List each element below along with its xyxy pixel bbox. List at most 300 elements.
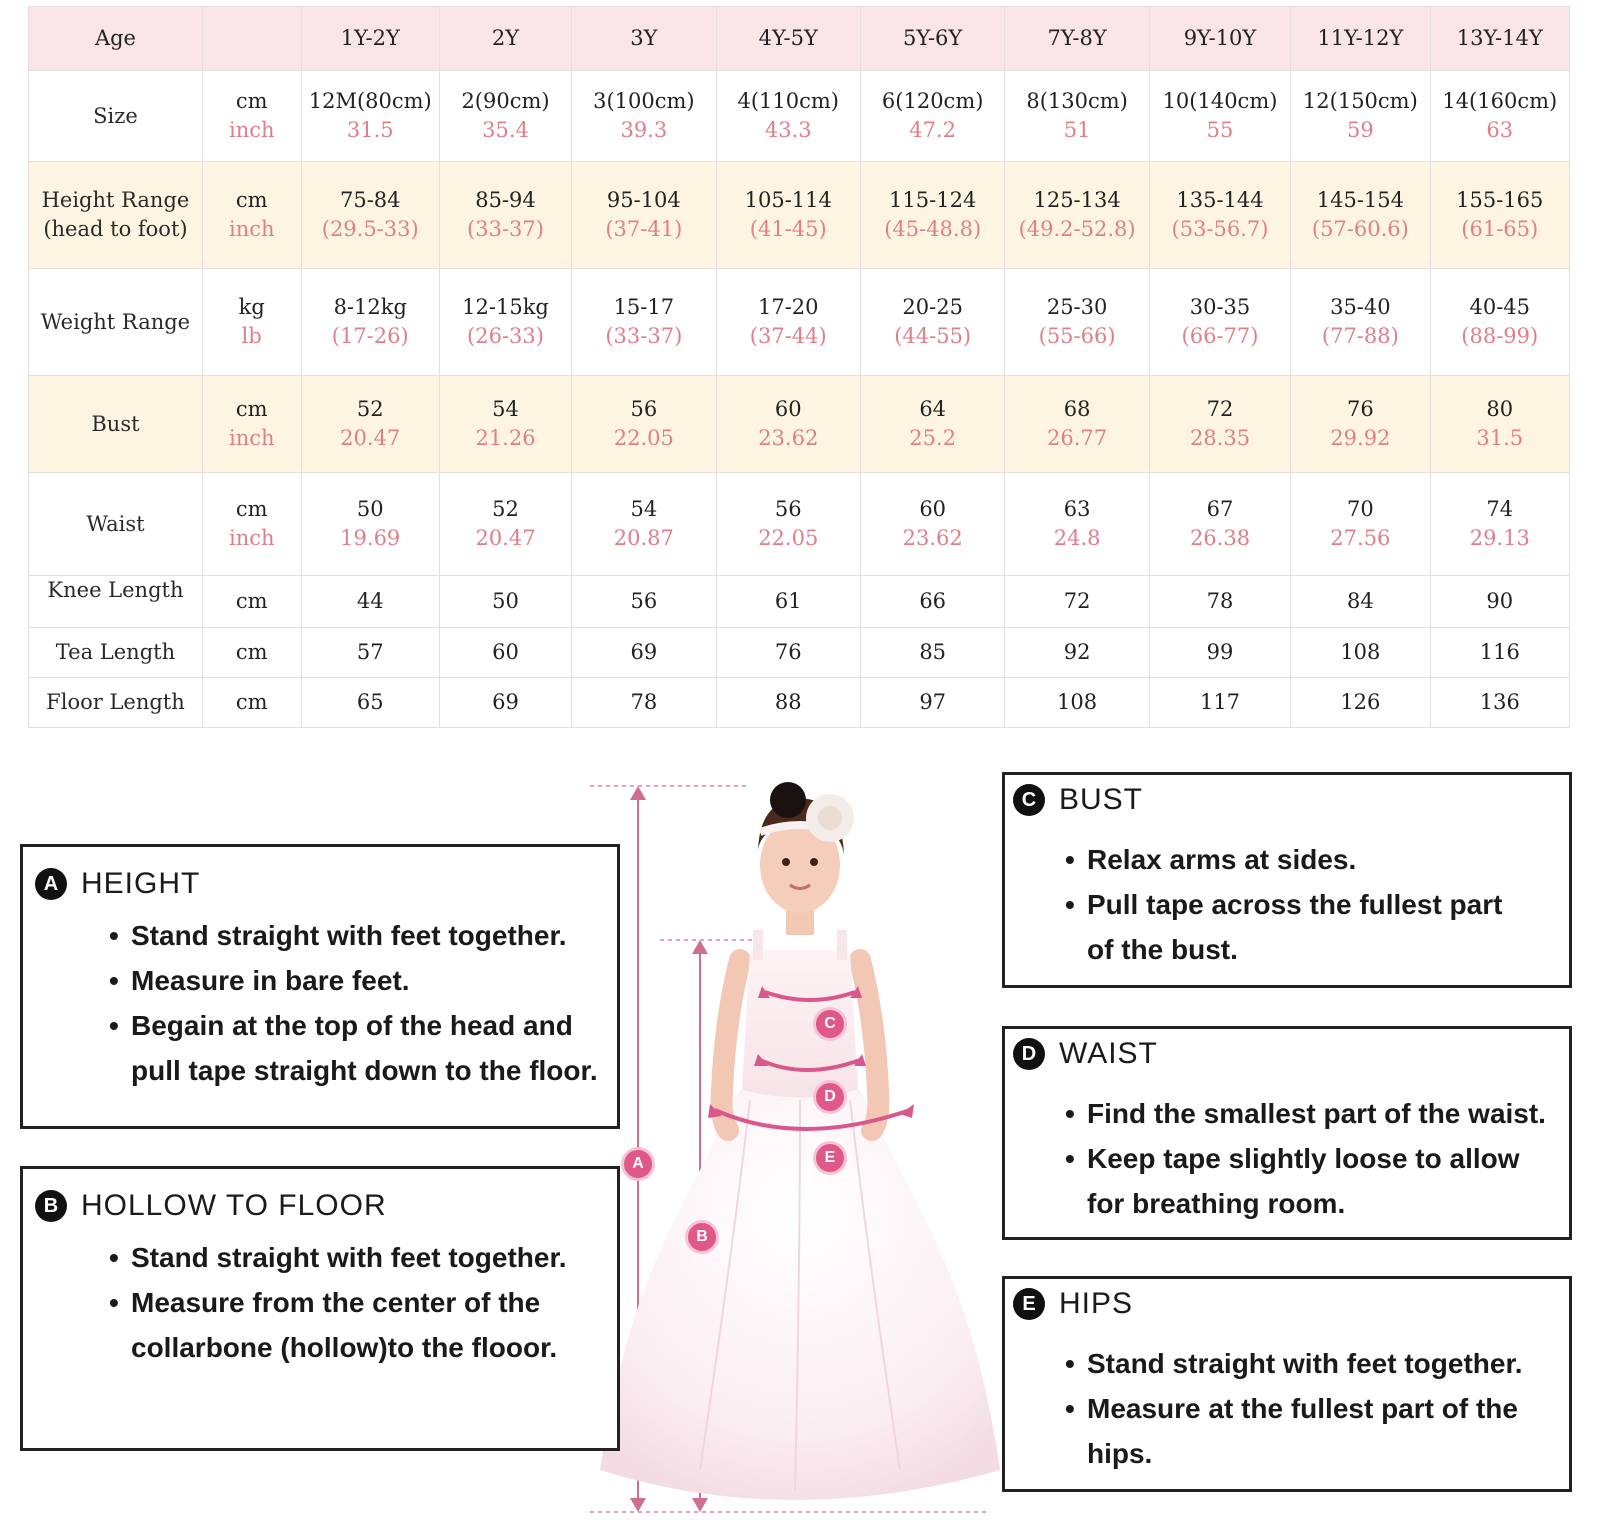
hips-heading [1013, 1287, 1133, 1321]
bust-bullet-list [1065, 837, 1502, 972]
value-secondary: 27.56 [1330, 526, 1391, 550]
value-cell [301, 269, 439, 376]
value-secondary: (55-66) [1038, 324, 1116, 348]
value-primary: 105-114 [744, 188, 832, 212]
value-primary: 75-84 [339, 188, 401, 212]
waist-bullet-list [1065, 1091, 1546, 1226]
value-primary: 8-12kg [333, 295, 407, 319]
value-primary: 69 [630, 640, 658, 664]
value-cell [716, 71, 860, 162]
instruction-bullet [1065, 1341, 1523, 1386]
value-cell [860, 576, 1004, 628]
value-cell [1149, 269, 1290, 376]
value-secondary: (29.5-33) [321, 217, 419, 241]
instruction-line: for breathing room. [1087, 1188, 1346, 1219]
unit-primary: cm [235, 89, 268, 113]
waist-title: WAIST [1059, 1037, 1158, 1070]
age-column-header: 1Y-2Y [301, 7, 439, 71]
value-cell [1291, 376, 1430, 473]
value-cell [572, 576, 716, 628]
value-cell [1430, 376, 1569, 473]
value-cell [1291, 473, 1430, 576]
instruction-line: of the bust. [1087, 934, 1238, 965]
value-cell [1149, 162, 1290, 269]
instruction-bullet [109, 1235, 567, 1280]
instruction-line: • Relax arms at sides. [1087, 844, 1357, 875]
instruction-bullet [1065, 882, 1502, 972]
value-secondary: 20.87 [613, 526, 674, 550]
value-secondary: 55 [1206, 118, 1234, 142]
value-primary: 14(160cm) [1442, 89, 1558, 113]
row-label-cell [29, 269, 203, 376]
table-row [29, 162, 1570, 269]
value-primary: 60 [492, 640, 519, 664]
value-primary: 68 [1063, 397, 1091, 421]
value-secondary: (37-41) [605, 217, 683, 241]
instruction-line: • Stand straight with feet together. [131, 1242, 567, 1273]
value-secondary: 21.26 [475, 426, 536, 450]
row-label-cell [29, 162, 203, 269]
hips-letter-badge: E [1013, 1288, 1045, 1320]
value-secondary: 23.62 [902, 526, 963, 550]
hollow-letter-badge: B [35, 1190, 67, 1222]
table-row [29, 376, 1570, 473]
value-primary: 52 [492, 497, 519, 521]
value-secondary: 59 [1346, 118, 1374, 142]
hollow-bullet-list [109, 1235, 567, 1370]
value-primary: 56 [774, 497, 802, 521]
unit-primary: cm [235, 397, 268, 421]
value-cell [1430, 576, 1569, 628]
value-secondary: (45-48.8) [884, 217, 982, 241]
table-row [29, 473, 1570, 576]
value-cell [1291, 269, 1430, 376]
value-primary: 65 [356, 690, 384, 714]
value-primary: 115-124 [889, 188, 977, 212]
height-bullet-list [109, 913, 598, 1093]
value-primary: 17-20 [757, 295, 819, 319]
unit-cell [202, 576, 301, 628]
value-primary: 12-15kg [462, 295, 549, 319]
value-primary: 84 [1346, 589, 1374, 613]
value-primary: 92 [1063, 640, 1091, 664]
value-primary: 61 [774, 589, 802, 613]
instruction-line: • Measure from the center of the [131, 1287, 541, 1318]
value-primary: 64 [919, 397, 947, 421]
hollow-to-floor-instructions-box [20, 1166, 620, 1451]
value-primary: 20-25 [902, 295, 963, 319]
unit-primary: cm [235, 497, 268, 521]
value-primary: 126 [1340, 690, 1381, 714]
instruction-line: • Measure in bare feet. [131, 965, 410, 996]
value-primary: 60 [774, 397, 802, 421]
value-primary: 40-45 [1469, 295, 1531, 319]
value-cell [1005, 628, 1149, 678]
value-primary: 85 [919, 640, 947, 664]
value-primary: 35-40 [1330, 295, 1391, 319]
value-cell [1430, 269, 1569, 376]
value-primary: 8(130cm) [1026, 89, 1128, 113]
value-primary: 117 [1199, 690, 1241, 714]
instruction-bullet [1065, 1091, 1546, 1136]
value-secondary: (17-26) [331, 324, 409, 348]
instruction-line: • Begain at the top of the head and [131, 1010, 573, 1041]
instruction-line: • Pull tape across the fullest part [1087, 889, 1503, 920]
value-primary: 57 [356, 640, 384, 664]
size-chart-table [28, 6, 1570, 728]
value-cell [1005, 576, 1149, 628]
value-primary: 85-94 [475, 188, 536, 212]
row-label-cell [29, 628, 203, 678]
value-cell [1291, 162, 1430, 269]
value-primary: 135-144 [1176, 188, 1264, 212]
value-primary: 66 [919, 589, 947, 613]
value-cell [716, 678, 860, 728]
value-secondary: 51 [1063, 118, 1091, 142]
value-cell [1149, 628, 1290, 678]
value-primary: 44 [356, 589, 384, 613]
bust-heading [1013, 783, 1143, 817]
unit-primary: cm [235, 188, 268, 212]
unit-secondary: inch [228, 217, 275, 241]
value-secondary: 47.2 [909, 118, 957, 142]
value-secondary: 35.4 [482, 118, 529, 142]
marker-e-badge: E [813, 1141, 847, 1175]
value-primary: 67 [1206, 497, 1234, 521]
value-secondary: 22.05 [758, 526, 819, 550]
value-primary: 12(150cm) [1302, 89, 1418, 113]
value-cell [439, 269, 571, 376]
value-primary: 78 [630, 690, 658, 714]
age-column-header: 11Y-12Y [1291, 7, 1430, 71]
value-cell [1005, 376, 1149, 473]
value-primary: 50 [356, 497, 384, 521]
value-primary: 108 [1340, 640, 1381, 664]
value-primary: 145-154 [1316, 188, 1404, 212]
bust-letter-badge: C [1013, 784, 1045, 816]
row-label: Tea Length [55, 640, 176, 664]
hollow-heading [35, 1189, 387, 1223]
value-secondary: 22.05 [613, 426, 674, 450]
value-secondary: (49.2-52.8) [1018, 217, 1136, 241]
value-secondary: 25.2 [909, 426, 957, 450]
row-label-cell [29, 678, 203, 728]
row-label-cell [29, 576, 203, 628]
instruction-bullet [109, 958, 598, 1003]
value-primary: 56 [630, 589, 658, 613]
value-primary: 25-30 [1046, 295, 1108, 319]
unit-secondary: inch [228, 526, 275, 550]
value-secondary: 43.3 [764, 118, 812, 142]
age-column-header: 2Y [439, 7, 571, 71]
age-column-header: 3Y [572, 7, 716, 71]
instruction-bullet [109, 1003, 598, 1093]
instruction-bullet [109, 1280, 567, 1370]
hips-bullet-list [1065, 1341, 1523, 1476]
value-cell [301, 376, 439, 473]
age-column-header: 5Y-6Y [860, 7, 1004, 71]
unit-cell [202, 71, 301, 162]
value-primary: 78 [1206, 589, 1234, 613]
value-cell [1430, 162, 1569, 269]
value-primary: 76 [774, 640, 802, 664]
instruction-line: • Stand straight with feet together. [131, 920, 567, 951]
value-cell [716, 628, 860, 678]
unit-primary: cm [235, 640, 268, 664]
table-row [29, 71, 1570, 162]
value-cell [860, 376, 1004, 473]
value-cell [1430, 678, 1569, 728]
hips-instructions-box [1002, 1276, 1572, 1492]
value-primary: 125-134 [1033, 188, 1121, 212]
value-secondary: 28.35 [1189, 426, 1251, 450]
value-secondary: 20.47 [475, 526, 536, 550]
age-column-header: 13Y-14Y [1430, 7, 1569, 71]
instruction-bullet [1065, 837, 1502, 882]
value-cell [1430, 628, 1569, 678]
value-cell [572, 71, 716, 162]
value-cell [1149, 376, 1290, 473]
value-secondary: (26-33) [467, 324, 544, 348]
unit-cell [202, 628, 301, 678]
value-cell [860, 678, 1004, 728]
value-primary: 116 [1479, 640, 1520, 664]
value-cell [1291, 628, 1430, 678]
value-cell [301, 576, 439, 628]
value-cell [716, 269, 860, 376]
value-cell [1005, 678, 1149, 728]
value-cell [1291, 576, 1430, 628]
value-primary: 95-104 [606, 188, 681, 212]
unit-header-cell [202, 7, 301, 71]
value-secondary: 24.8 [1053, 526, 1101, 550]
row-label: Waist [86, 511, 145, 536]
value-primary: 12M(80cm) [308, 89, 432, 113]
row-label: Bust [91, 411, 140, 436]
value-cell [572, 269, 716, 376]
value-primary: 56 [630, 397, 658, 421]
height-instructions-box [20, 844, 620, 1129]
unit-cell [202, 162, 301, 269]
age-column-header: 4Y-5Y [716, 7, 860, 71]
value-cell [860, 628, 1004, 678]
value-cell [1005, 71, 1149, 162]
marker-d-badge: D [813, 1080, 847, 1114]
age-header-cell: Age [29, 7, 203, 71]
table-header-row [29, 7, 1570, 71]
value-secondary: 19.69 [340, 526, 401, 550]
instruction-line: • Keep tape slightly loose to allow [1087, 1143, 1520, 1174]
value-cell [716, 576, 860, 628]
value-secondary: (88-99) [1461, 324, 1539, 348]
value-cell [439, 71, 571, 162]
value-primary: 4(110cm) [737, 89, 840, 113]
value-primary: 6(120cm) [881, 89, 984, 113]
value-cell [439, 376, 571, 473]
hollow-title: HOLLOW TO FLOOR [81, 1189, 387, 1222]
value-primary: 54 [630, 497, 658, 521]
instruction-bullet [1065, 1136, 1546, 1226]
unit-secondary: inch [228, 118, 275, 142]
marker-b-badge: B [685, 1220, 719, 1254]
value-secondary: 39.3 [620, 118, 668, 142]
table-row [29, 678, 1570, 728]
instruction-line: collarbone (hollow)to the flooor. [131, 1332, 558, 1363]
height-letter-badge: A [35, 868, 67, 900]
value-primary: 60 [919, 497, 947, 521]
value-secondary: 29.13 [1469, 526, 1530, 550]
value-cell [572, 628, 716, 678]
value-cell [439, 678, 571, 728]
value-primary: 99 [1206, 640, 1234, 664]
waist-heading [1013, 1037, 1158, 1071]
value-secondary: 63 [1486, 118, 1514, 142]
age-column-header: 7Y-8Y [1005, 7, 1149, 71]
value-cell [1291, 678, 1430, 728]
row-label-cell [29, 376, 203, 473]
value-cell [860, 473, 1004, 576]
height-heading [35, 867, 200, 901]
value-primary: 2(90cm) [461, 89, 550, 113]
value-primary: 80 [1486, 397, 1514, 421]
value-secondary: 31.5 [346, 118, 394, 142]
instruction-line: • Measure at the fullest part of the [1087, 1393, 1518, 1424]
value-cell [860, 162, 1004, 269]
value-primary: 88 [774, 690, 802, 714]
value-primary: 70 [1346, 497, 1374, 521]
row-label-cell [29, 71, 203, 162]
value-primary: 52 [356, 397, 384, 421]
bust-title: BUST [1059, 783, 1144, 816]
table-row [29, 628, 1570, 678]
value-primary: 136 [1479, 690, 1520, 714]
value-secondary: 23.62 [758, 426, 819, 450]
value-cell [1149, 473, 1290, 576]
table-row [29, 269, 1570, 376]
value-secondary: (53-56.7) [1171, 217, 1269, 241]
value-secondary: (61-65) [1461, 217, 1539, 241]
value-cell [860, 71, 1004, 162]
instruction-line: hips. [1087, 1438, 1153, 1469]
table-row [29, 576, 1570, 628]
row-label: Size [93, 103, 138, 128]
value-primary: 15-17 [613, 295, 675, 319]
unit-secondary: inch [228, 426, 275, 450]
value-primary: 74 [1486, 497, 1514, 521]
age-column-header: 9Y-10Y [1149, 7, 1290, 71]
unit-cell [202, 473, 301, 576]
row-label: Knee Length [47, 578, 184, 602]
value-secondary: (44-55) [894, 324, 972, 348]
value-secondary: (77-88) [1321, 324, 1399, 348]
value-cell [1430, 473, 1569, 576]
value-cell [572, 376, 716, 473]
value-cell [860, 269, 1004, 376]
value-primary: 69 [492, 690, 519, 714]
waist-letter-badge: D [1013, 1038, 1045, 1070]
value-primary: 108 [1057, 690, 1098, 714]
instruction-line: pull tape straight down to the floor. [131, 1055, 598, 1086]
row-label: Height Range [41, 188, 190, 212]
value-primary: 90 [1486, 589, 1514, 613]
value-primary: 10(140cm) [1162, 89, 1278, 113]
value-secondary: (57-60.6) [1311, 217, 1409, 241]
marker-c-badge: C [813, 1007, 847, 1041]
unit-cell [202, 376, 301, 473]
value-primary: 76 [1346, 397, 1374, 421]
value-primary: 54 [492, 397, 519, 421]
value-secondary: (66-77) [1181, 324, 1259, 348]
value-secondary: 29.92 [1330, 426, 1391, 450]
hips-title: HIPS [1059, 1287, 1134, 1320]
value-primary: 3(100cm) [593, 89, 695, 113]
row-label: Weight Range [40, 309, 191, 334]
value-cell [1005, 162, 1149, 269]
value-primary: 72 [1206, 397, 1234, 421]
value-secondary: (33-37) [467, 217, 544, 241]
instruction-line: • Stand straight with feet together. [1087, 1348, 1523, 1379]
value-cell [1149, 576, 1290, 628]
instruction-bullet [1065, 1386, 1523, 1476]
value-cell [439, 473, 571, 576]
value-primary: 63 [1063, 497, 1091, 521]
child-dress-illustration [590, 770, 1010, 1520]
value-primary: 155-165 [1456, 188, 1544, 212]
value-cell [1291, 71, 1430, 162]
unit-secondary: lb [241, 324, 262, 348]
value-primary: 72 [1063, 589, 1091, 613]
value-cell [439, 576, 571, 628]
height-title: HEIGHT [81, 867, 201, 900]
unit-primary: cm [235, 690, 268, 714]
value-secondary: 31.5 [1476, 426, 1524, 450]
value-primary: 50 [492, 589, 519, 613]
value-cell [1005, 269, 1149, 376]
instruction-line: • Find the smallest part of the waist. [1087, 1098, 1546, 1129]
value-cell [1430, 71, 1569, 162]
waist-instructions-box [1002, 1026, 1572, 1240]
value-cell [1149, 71, 1290, 162]
value-secondary: 26.77 [1047, 426, 1108, 450]
instruction-bullet [109, 913, 598, 958]
value-cell [716, 376, 860, 473]
value-primary: 97 [919, 690, 947, 714]
value-cell [1149, 678, 1290, 728]
unit-primary: cm [235, 589, 268, 613]
value-secondary: (37-44) [749, 324, 827, 348]
value-cell [572, 162, 716, 269]
value-cell [716, 473, 860, 576]
value-secondary: (33-37) [605, 324, 683, 348]
marker-a-badge: A [621, 1147, 655, 1181]
value-cell [716, 162, 860, 269]
bust-instructions-box [1002, 772, 1572, 988]
unit-cell [202, 269, 301, 376]
value-cell [301, 473, 439, 576]
value-cell [301, 162, 439, 269]
row-label: Floor Length [46, 690, 185, 714]
value-cell [301, 71, 439, 162]
unit-cell [202, 678, 301, 728]
value-secondary: 26.38 [1189, 526, 1251, 550]
value-secondary: 20.47 [340, 426, 401, 450]
value-cell [572, 678, 716, 728]
value-secondary: (41-45) [749, 217, 827, 241]
value-cell [301, 678, 439, 728]
row-label-note: (head to foot) [43, 217, 188, 241]
value-cell [439, 162, 571, 269]
value-cell [301, 628, 439, 678]
